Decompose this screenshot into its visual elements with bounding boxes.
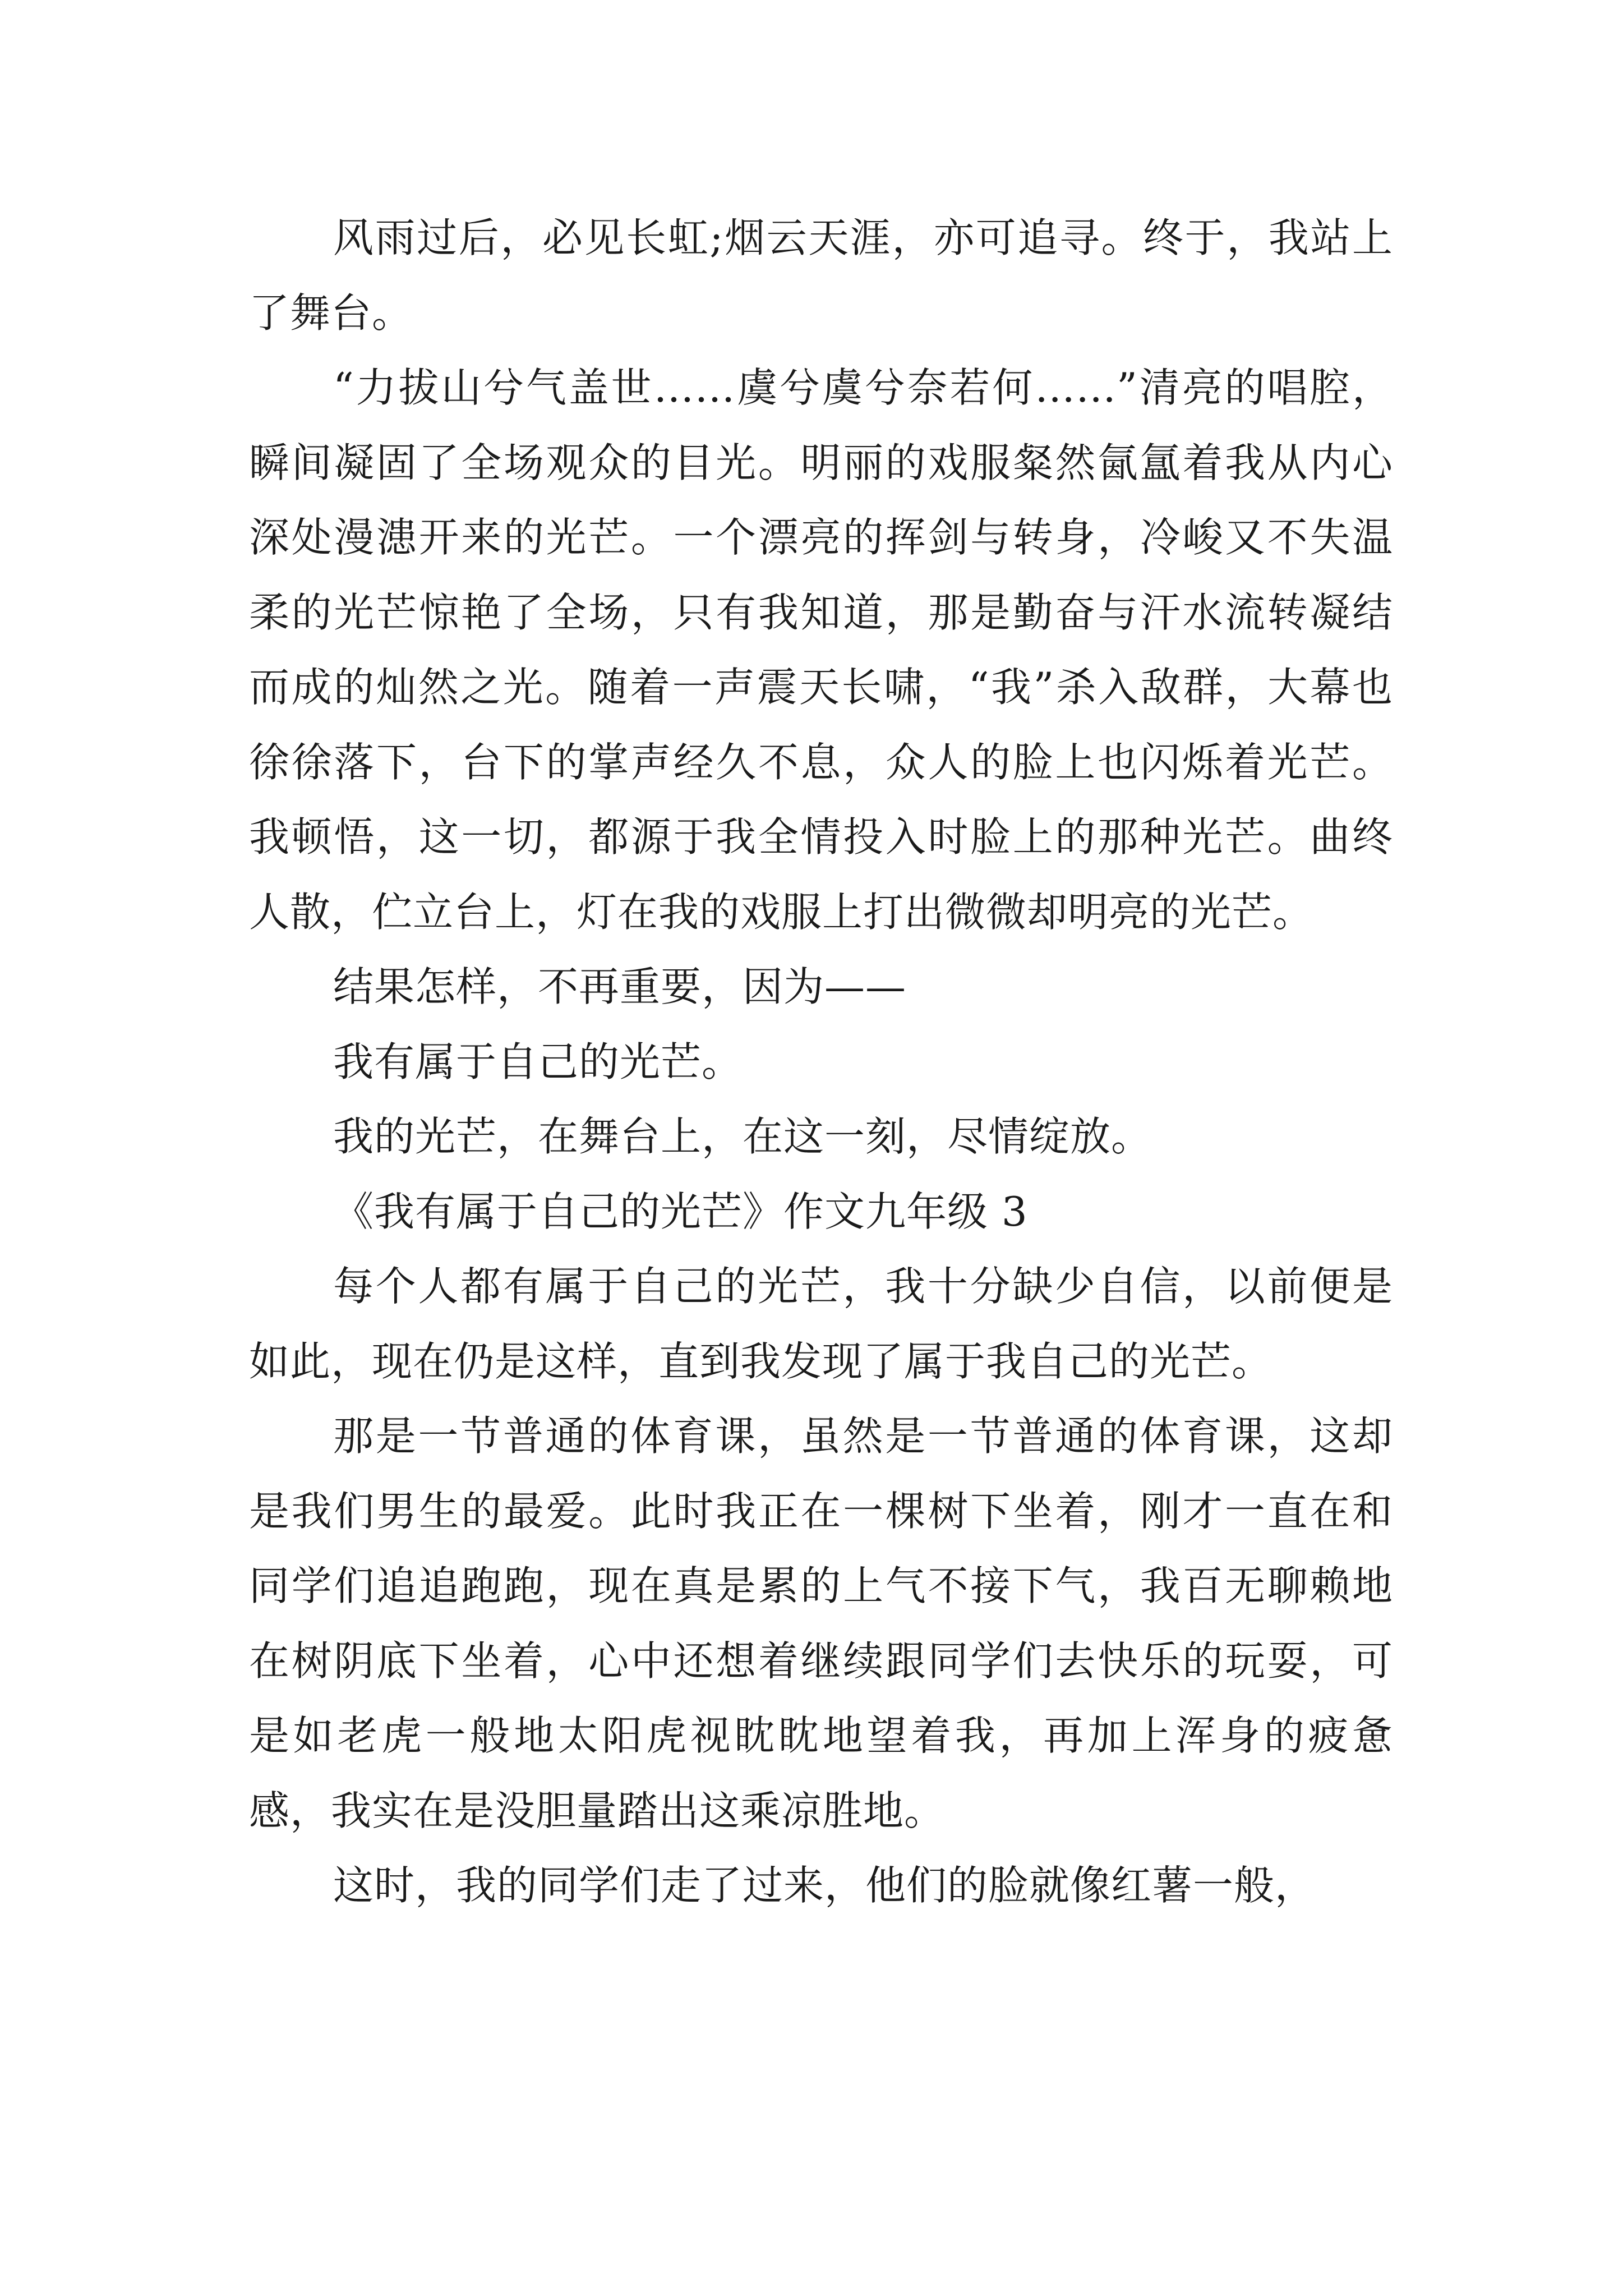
paragraph: 风雨过后，必见长虹;烟云天涯，亦可追寻。终于，我站上了舞台。 [249,214,1393,337]
paragraph: 那是一节普通的体育课，虽然是一节普通的体育课，这却是我们男生的最爱。此时我正在一棵树下坐着，刚才一直在和同学们追追跑跑，现在真是累的上气不接下气，我百无聊赖地在树阴底下坐着，心中还想着继续跟同学们去快乐的玩耍，可是如老虎一般地太阳虎视眈眈地望着我，再加上浑身的疲惫感，我实在是没胆量踏出这乘凉胜地。 [249,1412,1393,1834]
paragraph: 结果怎样，不再重要，因为—— [333,963,907,1010]
paragraph: 我的光芒，在舞台上，在这一刻，尽情绽放。 [333,1113,1152,1160]
essay-title: 《我有属于自己的光芒》作文九年级 3 [333,1188,1028,1235]
paragraph: 我有属于自己的光芒。 [333,1038,743,1085]
paragraph: “力拔山兮气盖世……虞兮虞兮奈若何……”清亮的唱腔，瞬间凝固了全场观众的目光。明丽的戏服粲然氤氲着我从内心深处漫漶开来的光芒。一个漂亮的挥剑与转身，冷峻又不失温柔的光芒惊艳了全场，只有我知道，那是勤奋与汗水流转凝结而成的灿然之光。随着一声震天长啸，“我”杀入敌群，大幕也徐徐落下，台下的掌声经久不息，众人的脸上也闪烁着光芒。我顿悟，这一切，都源于我全情投入时脸上的那种光芒。曲终人散，伫立台上，灯在我的戏服上打出微微却明亮的光芒。 [249,364,1393,936]
paragraph: 这时，我的同学们走了过来，他们的脸就像红薯一般， [333,1862,1316,1909]
paragraph: 每个人都有属于自己的光芒，我十分缺少自信，以前便是如此，现在仍是这样，直到我发现了属于我自己的光芒。 [249,1263,1393,1385]
essay-body [249,201,1393,1924]
